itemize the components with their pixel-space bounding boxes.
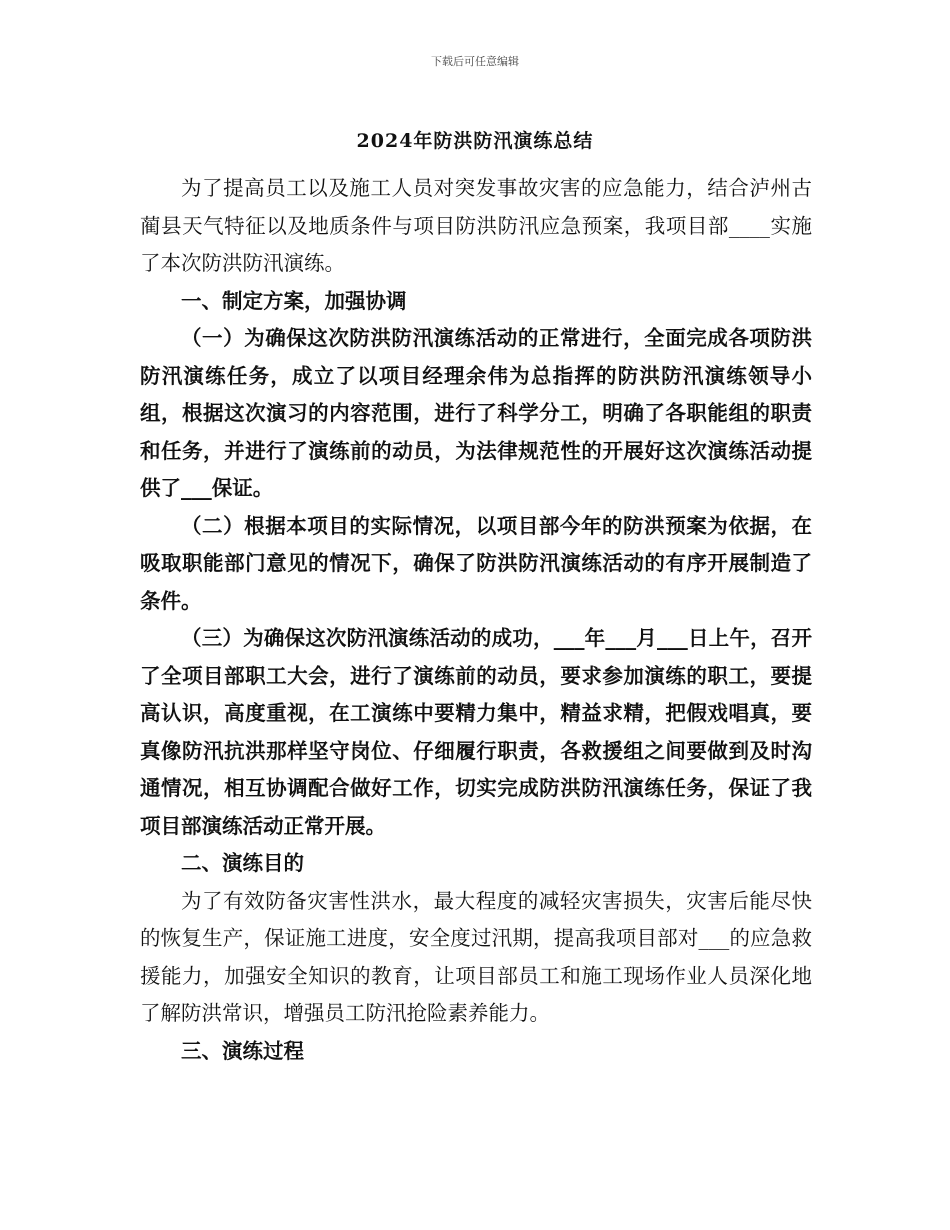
intro-paragraph: 为了提高员工以及施工人员对突发事故灾害的应急能力，结合泸州古蔺县天气特征以及地质条件与项目防洪防汛应急预案，我项目部____实施了本次防洪防汛演练。 bbox=[140, 176, 812, 275]
section1-paragraph-2: （二）根据本项目的实际情况，以项目部今年的防洪预案为依据，在吸取职能部门意见的情况下，确保了防洪防汛演练活动的有序开展制造了条件。 bbox=[140, 513, 812, 613]
document-title: 2024年防洪防汛演练总结 bbox=[356, 130, 594, 152]
section2-paragraph-1: 为了有效防备灾害性洪水，最大程度的减轻灾害损失，灾害后能尽快的恢复生产，保证施工进度，安全度过汛期，提高我项目部对___的应急救援能力，加强安全知识的教育，让项目部员工和施工现场作业人员深化地了解防洪常识，增强员工防汛抢险素养能力。 bbox=[140, 888, 812, 1025]
section1-paragraph-3: （三）为确保这次防汛演练活动的成功，___年___月___日上午，召开了全项目部职工大会，进行了演练前的动员，要求参加演练的职工，要提高认识，高度重视，在工演练中要精力集中，精益求精，把假戏唱真，要真像防汛抗洪那样坚守岗位、仔细履行职责，各救援组之间要做到及时沟通情况，相互协调配合做好工作，切实完成防洪防汛演练任务，保证了我项目部演练活动正常开展。 bbox=[140, 626, 812, 838]
page-header-note: 下载后可任意编辑 bbox=[431, 55, 519, 68]
section1-paragraph-1: （一）为确保这次防洪防汛演练活动的正常进行，全面完成各项防洪防汛演练任务，成立了以项目经理余伟为总指挥的防洪防汛演练领导小组，根据这次演习的内容范围，进行了科学分工，明确了各职能组的职责和任务，并进行了演练前的动员，为法律规范性的开展好这次演练活动提供了___保证。 bbox=[140, 326, 812, 500]
section1-heading: 一、制定方案，加强协调 bbox=[181, 288, 407, 313]
section3-heading: 三、演练过程 bbox=[181, 1038, 304, 1063]
section2-heading: 二、演练目的 bbox=[181, 851, 304, 875]
document-body bbox=[140, 170, 812, 1070]
